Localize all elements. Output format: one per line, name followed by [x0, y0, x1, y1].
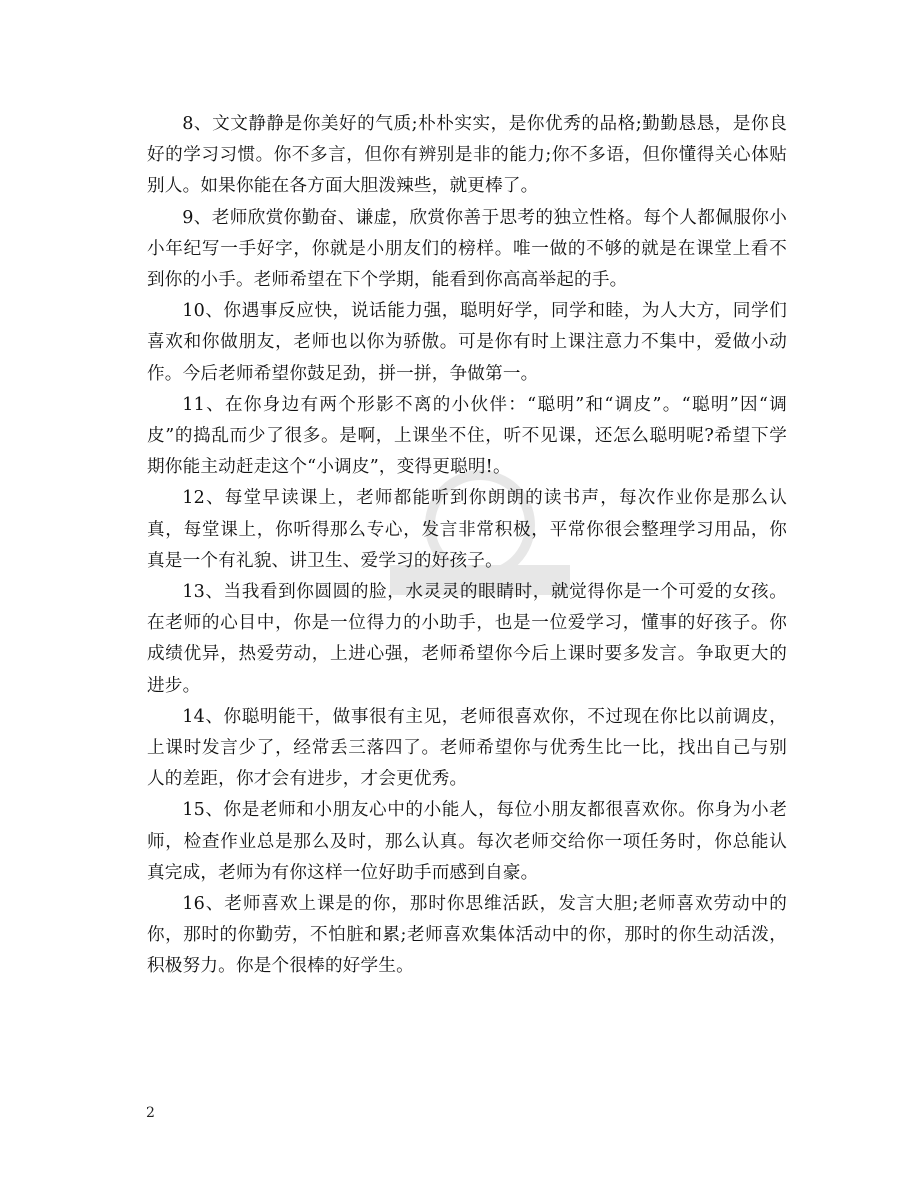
comment-paragraph-16: 16、老师喜欢上课是的你，那时你思维活跃，发言大胆;老师喜欢劳动中的你，那时的你勤劳，不怕脏和累;老师喜欢集体活动中的你，那时的你生动活泼，积极努力。你是个很棒的好学生。 — [147, 894, 787, 977]
page-number: 2 — [146, 1105, 155, 1121]
comment-paragraph-9: 9、老师欣赏你勤奋、谦虚，欣赏你善于思考的独立性格。每个人都佩服你小小年纪写一手好字，你就是小朋友们的榜样。唯一做的不够的就是在课堂上看不到你的小手。老师希望在下个学期，能看到你高高举起的手。 — [147, 207, 787, 291]
comment-paragraph-11: 11、在你身边有两个形影不离的小伙伴：“聪明”和“调皮”。“聪明”因“调皮”的捣乱而少了很多。是啊，上课坐不住，听不见课，还怎么聪明呢?希望下学期你能主动赶走这个“小调皮”，变得更聪明!。 — [147, 394, 787, 478]
comment-paragraph-14: 14、你聪明能干，做事很有主见，老师很喜欢你，不过现在你比以前调皮，上课时发言少了，经常丢三落四了。老师希望你与优秀生比一比，找出自己与别人的差距，你才会有进步，才会更优秀。 — [147, 706, 787, 790]
comment-paragraph-15: 15、你是老师和小朋友心中的小能人，每位小朋友都很喜欢你。你身为小老师，检查作业总是那么及时，那么认真。每次老师交给你一项任务时，你总能认真完成，老师为有你这样一位好助手而感到自豪。 — [147, 800, 787, 883]
comment-paragraph-12: 12、每堂早读课上，老师都能听到你朗朗的读书声，每次作业你是那么认真，每堂课上，你听得那么专心，发言非常积极，平常你很会整理学习用品，你真是一个有礼貌、讲卫生、爱学习的好孩子。 — [147, 488, 787, 571]
comment-paragraph-10: 10、你遇事反应快，说话能力强，聪明好学，同学和睦，为人大方，同学们喜欢和你做朋友，老师也以你为骄傲。可是你有时上课注意力不集中，爱做小动作。今后老师希望你鼓足劲，拼一拼，争做第一。 — [147, 301, 787, 384]
comment-paragraph-13: 13、当我看到你圆圆的脸，水灵灵的眼睛时，就觉得你是一个可爱的女孩。在老师的心目中，你是一位得力的小助手，也是一位爱学习，懂事的好孩子。你成绩优异，热爱劳动，上进心强，老师希望你今后上课时要多发言。争取更大的进步。 — [147, 582, 787, 696]
comment-paragraph-8: 8、文文静静是你美好的气质;朴朴实实，是你优秀的品格;勤勤恳恳，是你良好的学习习惯。你不多言，但你有辨别是非的能力;你不多语，但你懂得关心体贴别人。如果你能在各方面大胆泼辣些，就更棒了。 — [147, 114, 787, 197]
document-body — [147, 109, 787, 983]
